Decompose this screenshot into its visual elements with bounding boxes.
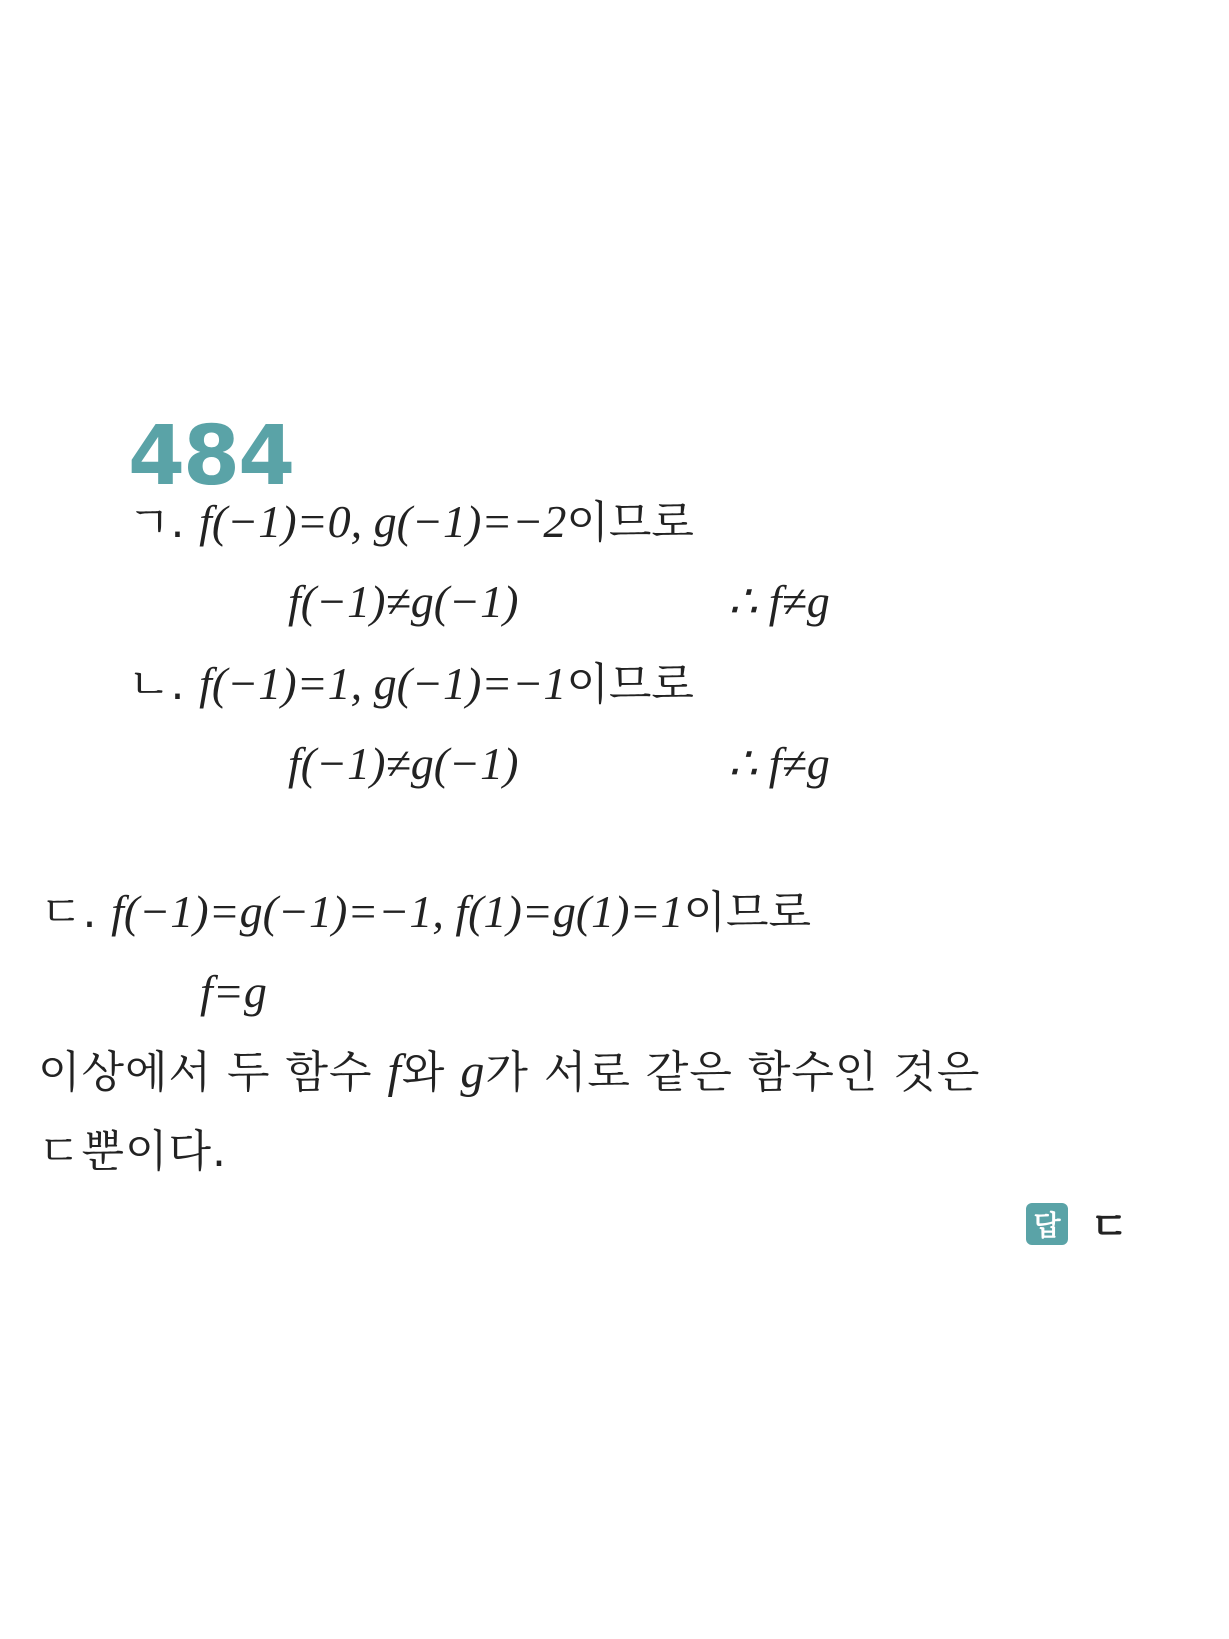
item-suffix: 이므로 — [566, 497, 694, 548]
item-marker: ㄷ. — [40, 887, 97, 938]
item-a-conclusion — [728, 578, 830, 625]
answer-value: ㄷ — [1090, 1204, 1129, 1250]
item-b-statement-line — [128, 658, 694, 710]
summary-text: 와 — [401, 1047, 461, 1098]
item-marker: ㄴ. — [128, 659, 185, 710]
item-a-result-line — [288, 578, 518, 625]
problem-number: 484 — [128, 409, 294, 504]
item-result: f=g — [200, 966, 267, 1017]
item-statement: f(−1)=0, g(−1)=−2 — [199, 496, 567, 547]
answer-badge: 답 — [1026, 1203, 1068, 1245]
item-b-result-line — [288, 740, 518, 787]
item-c-result-line — [200, 968, 267, 1015]
item-statement: f(−1)=g(−1)=−1, f(1)=g(1)=1 — [111, 886, 684, 937]
summary-text: 가 서로 같은 함수인 것은 — [485, 1047, 981, 1098]
item-b-conclusion — [728, 740, 830, 787]
item-statement: f(−1)=1, g(−1)=−1 — [199, 658, 567, 709]
item-marker: ㄱ. — [128, 497, 185, 548]
item-c-statement-line — [40, 886, 812, 938]
item-suffix: 이므로 — [683, 887, 812, 938]
item-result: f(−1)≠g(−1) — [288, 576, 519, 627]
item-result: f(−1)≠g(−1) — [288, 738, 519, 789]
summary-line-2: ㄷ뿐이다. — [38, 1126, 228, 1177]
therefore-conclusion: ∴ f≠g — [728, 576, 830, 627]
answer-block — [1026, 1195, 1129, 1252]
function-g-symbol: g — [460, 1045, 486, 1098]
function-f-symbol: f — [387, 1045, 402, 1098]
summary-line-1 — [38, 1045, 981, 1098]
therefore-conclusion: ∴ f≠g — [728, 738, 830, 789]
summary-text: 이상에서 두 함수 — [38, 1047, 388, 1098]
item-suffix: 이므로 — [566, 659, 694, 710]
item-a-statement-line — [128, 496, 694, 548]
